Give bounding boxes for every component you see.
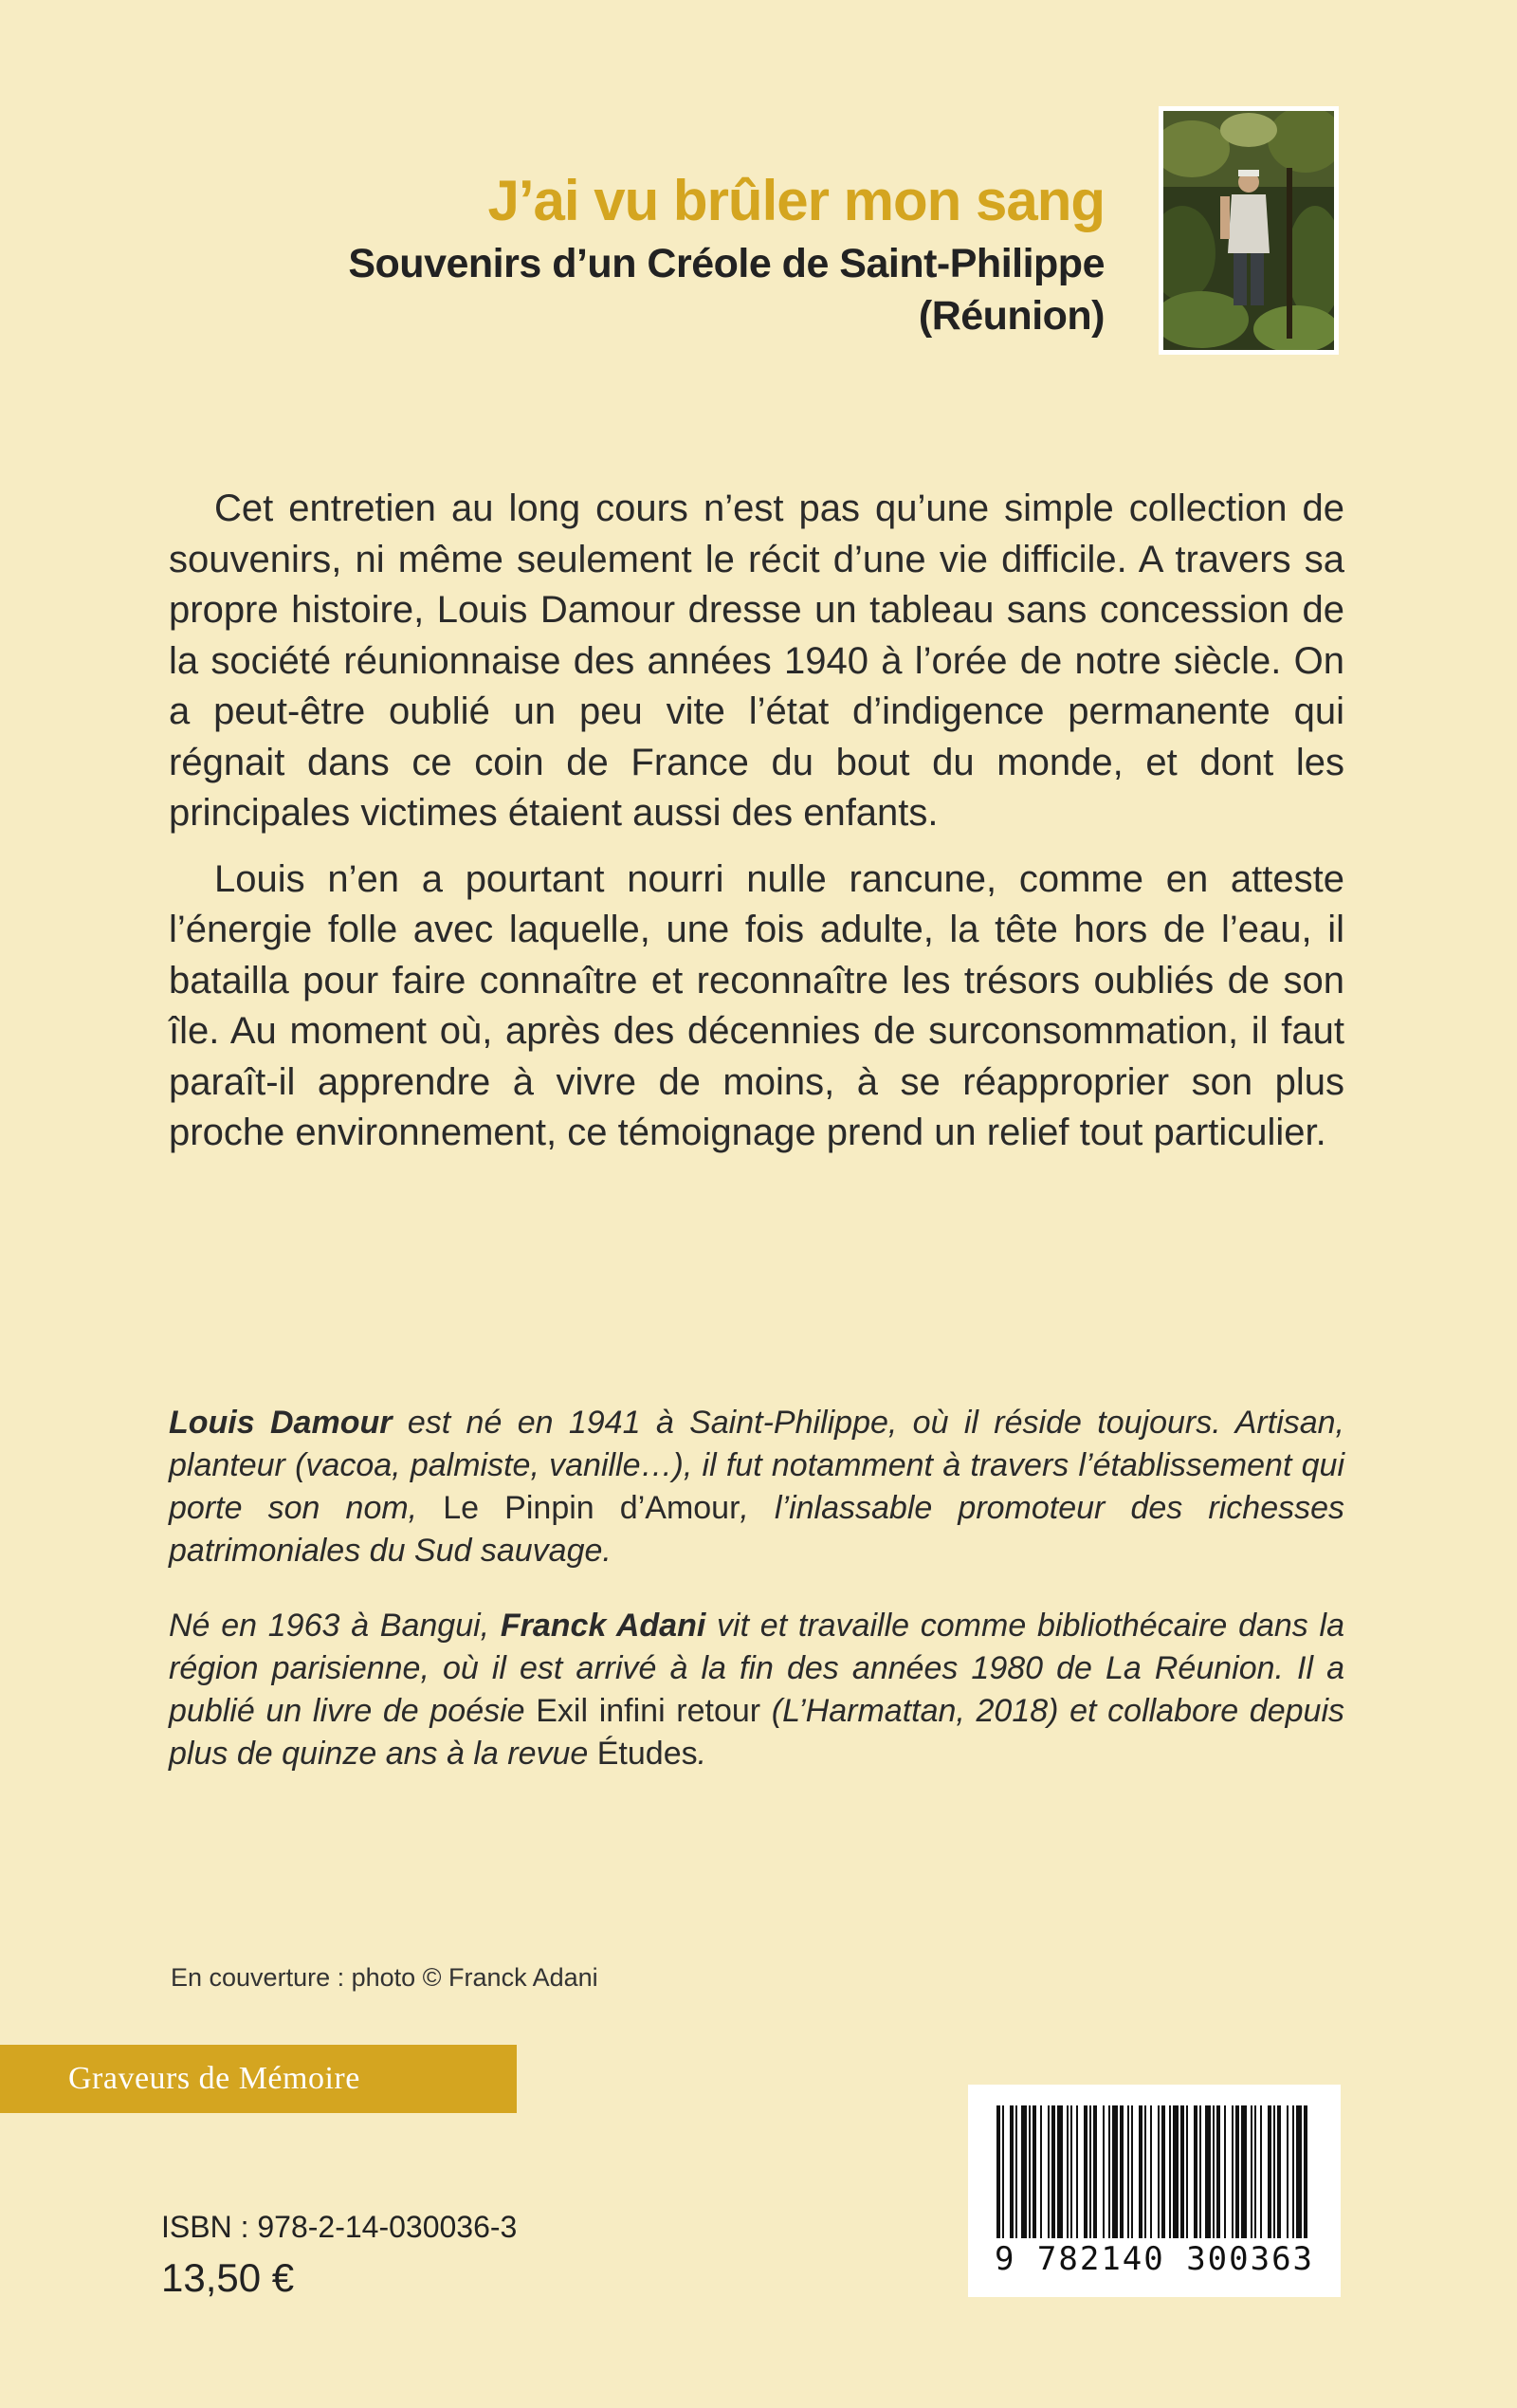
barcode-bar: [1040, 2105, 1042, 2238]
price: 13,50 €: [161, 2255, 295, 2300]
bio2-name: Franck Adani: [500, 1608, 706, 1644]
title-block: [251, 171, 1105, 342]
barcode-bar: [1232, 2105, 1234, 2238]
photo-credit: En couverture : photo © Franck Adani: [171, 1963, 598, 1992]
barcode-bar: [1051, 2105, 1055, 2238]
barcode-bar: [1002, 2105, 1004, 2238]
bio1-name: Louis Damour: [169, 1405, 393, 1441]
barcode-bar: [1213, 2105, 1215, 2238]
bio1-place: Le Pinpin d’Amour: [443, 1490, 740, 1526]
barcode-bar: [1169, 2105, 1171, 2238]
isbn: ISBN : 978-2-14-030036-3: [161, 2210, 518, 2244]
barcode-bar: [1093, 2105, 1097, 2238]
barcode-bar: [1158, 2105, 1160, 2238]
barcode-digits: 9 782140 300363: [994, 2240, 1315, 2278]
barcode-bar: [1277, 2105, 1281, 2238]
barcode-bar: [1292, 2105, 1294, 2238]
book-subtitle: [251, 238, 1105, 342]
barcode-bar: [1127, 2105, 1129, 2238]
barcode-bar: [1254, 2105, 1256, 2238]
barcode-bar: [1180, 2105, 1184, 2238]
bio1-text2: , l’inlassable promoteur des richesses patrimoniales du Sud sauvage.: [169, 1490, 1345, 1569]
barcode: [968, 2085, 1341, 2297]
barcode-bar: [996, 2105, 1000, 2238]
barcode-bar: [1033, 2105, 1036, 2238]
synopsis-paragraph-1: Cet entretien au long cours n’est pas qu’une simple collection de souvenirs, ni même seulement le récit d’une vie difficile. A travers sa propre histoire, Louis Damour dresse un tableau sans concession de la société réunionnaise des années 1940 à l’orée de notre siècle. On a peut-être oublié un peu vite l’état d’indigence permanente qui régnait dans ce coin de France du bout du monde, et dont les principales victimes étaient aussi des enfants.: [169, 487, 1344, 834]
barcode-bar: [1108, 2105, 1110, 2238]
barcode-bar: [1241, 2105, 1247, 2238]
bio2-journal: Études: [596, 1736, 698, 1772]
barcode-bar: [1029, 2105, 1031, 2238]
book-title: J’ai vu brûler mon sang: [487, 169, 1105, 232]
barcode-bar: [1296, 2105, 1302, 2238]
barcode-bar: [1089, 2105, 1091, 2238]
subtitle-line-2: (Réunion): [918, 293, 1105, 340]
author-bios: [169, 1402, 1344, 1808]
barcode-bar: [1273, 2105, 1275, 2238]
barcode-bar: [1144, 2105, 1146, 2238]
ean13-barcode-icon: [993, 2105, 1316, 2238]
synopsis-paragraph-2: Louis n’en a pourtant nourri nulle rancune, comme en atteste l’énergie folle avec laquelle, une fois adulte, la tête hors de l’eau, il batailla pour faire connaître et reconnaître les trésors oubliés de son île. Au moment où, après des décennies de surconsommation, il faut paraît-il apprendre à vivre de moins, à se réapproprier son plus proche environnement, ce témoignage prend un relief tout particulier.: [169, 857, 1344, 1153]
barcode-bar: [1021, 2105, 1027, 2238]
barcode-bar: [1150, 2105, 1152, 2238]
barcode-bar: [1161, 2105, 1165, 2238]
bio-franck-adani: [169, 1605, 1344, 1775]
subtitle-line-1: Souvenirs d’un Créole de Saint-Philippe: [348, 241, 1105, 286]
barcode-bar: [1173, 2105, 1179, 2238]
barcode-bar: [1304, 2105, 1307, 2238]
bio2-text4: .: [697, 1736, 707, 1772]
barcode-bar: [1287, 2105, 1289, 2238]
barcode-bar: [1057, 2105, 1063, 2238]
barcode-bar: [1048, 2105, 1050, 2238]
cover-photo-icon: [1163, 111, 1334, 350]
bio-louis-damour: [169, 1402, 1344, 1572]
author-photo: [1159, 106, 1339, 355]
barcode-bar: [1224, 2105, 1226, 2238]
collection-name: Graveurs de Mémoire: [68, 2061, 360, 2096]
barcode-bar: [1216, 2105, 1220, 2238]
barcode-bar: [1251, 2105, 1252, 2238]
barcode-bar: [1260, 2105, 1262, 2238]
bio2-book: Exil infini retour: [536, 1693, 761, 1729]
barcode-bar: [1015, 2105, 1017, 2238]
barcode-bar: [1186, 2105, 1188, 2238]
barcode-bar: [1067, 2105, 1069, 2238]
barcode-bar: [1084, 2105, 1087, 2238]
barcode-bar: [1199, 2105, 1201, 2238]
bio2-text1: Né en 1963 à Bangui,: [169, 1608, 501, 1644]
bio2-text2: vit et travaille comme bibliothécaire dans la région parisienne, où il est arrivé à la fin des années 1980 de La Réunion. Il a publié un livre de poésie: [169, 1608, 1345, 1729]
barcode-bar: [1070, 2105, 1072, 2238]
barcode-bar: [1205, 2105, 1211, 2238]
barcode-bar: [1235, 2105, 1239, 2238]
bio1-text1: est né en 1941 à Saint-Philippe, où il réside toujours. Artisan, planteur (vacoa, palmiste, vanille…), il fut notamment à travers l’établissement qui porte son nom,: [169, 1405, 1345, 1526]
barcode-bar: [1076, 2105, 1078, 2238]
bio2-text3: (L’Harmattan, 2018) et collabore depuis plus de quinze ans à la revue: [169, 1693, 1344, 1772]
barcode-bar: [1131, 2105, 1133, 2238]
collection-band: [0, 2045, 517, 2113]
barcode-bar: [1112, 2105, 1118, 2238]
barcode-bar: [1103, 2105, 1105, 2238]
barcode-bar: [1120, 2105, 1124, 2238]
barcode-bar: [1010, 2105, 1014, 2238]
barcode-bar: [1268, 2105, 1271, 2238]
barcode-bar: [1194, 2105, 1197, 2238]
barcode-bar: [1139, 2105, 1142, 2238]
synopsis: [169, 484, 1344, 1174]
